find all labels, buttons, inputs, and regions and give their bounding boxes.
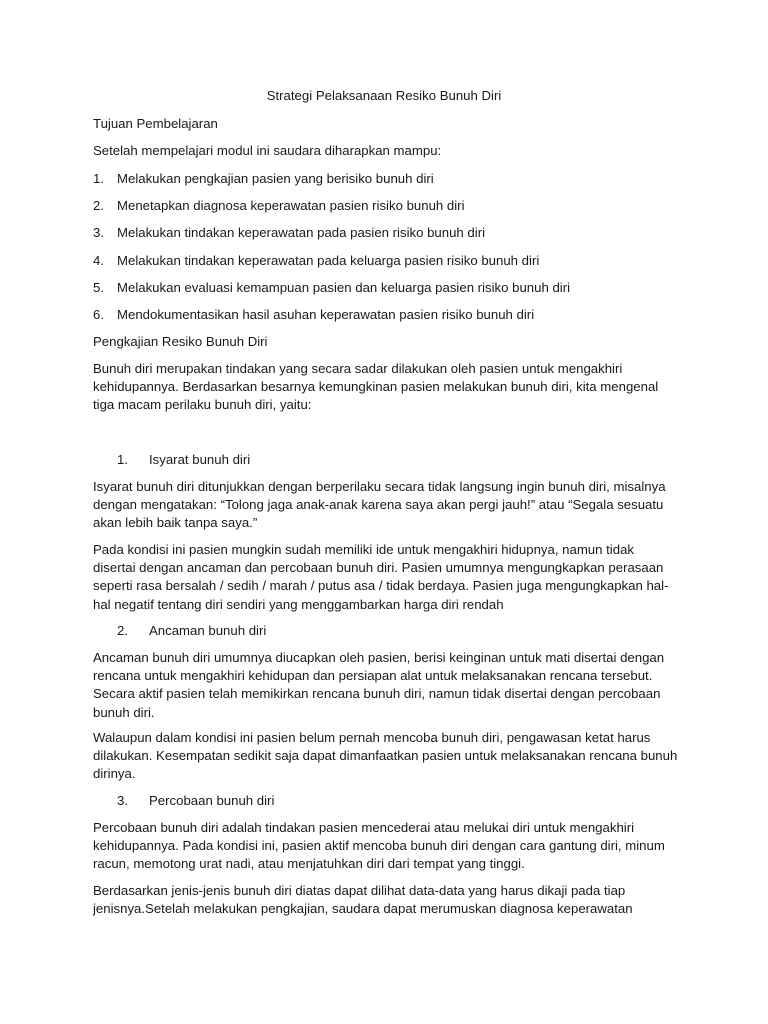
subheading-percobaan: 3. Percobaan bunuh diri (117, 793, 275, 808)
paragraph-percobaan: Percobaan bunuh diri adalah tindakan pasien mencederai atau melukai diri untuk mengakhiri kehidupannya. Pada kondisi ini, pasien aktif mencoba bunuh diri dengan cara gantung diri, minum racun, memotong urat nadi, atau menjatuhkan diri dari tempat yang tinggi. (93, 820, 665, 872)
document-title: Strategi Pelaksanaan Resiko Bunuh Diri (266, 88, 502, 103)
paragraph-walaupun: Walaupun dalam kondisi ini pasien belum pernah mencoba bunuh diri, pengawasan ketat harus dilakukan. Kesempatan sedikit saja dapat dimanfaatkan pasien untuk melaksanakan rencana bunuh dirinya. (93, 730, 678, 782)
paragraph-kondisi: Pada kondisi ini pasien mungkin sudah memiliki ide untuk mengakhiri hidupnya, namun tidak disertai dengan ancaman dan percobaan bunuh diri. Pasien umumnya mengungkapkan perasaan seperti rasa bersalah / sedih / marah / putus asa / tidak berdaya. Pasien juga mengungkapkan hal- hal negatif tentang diri sendiri yang menggambarkan harga diri rendah (93, 542, 669, 612)
paragraph-definisi: Bunuh diri merupakan tindakan yang secara sadar dilakukan oleh pasien untuk mengakhiri kehidupannya. Berdasarkan besarnya kemungkinan pasien melakukan bunuh diri, kita mengenal tiga macam perilaku bunuh diri, yaitu: (93, 361, 659, 413)
paragraph-isyarat: Isyarat bunuh diri ditunjukkan dengan berperilaku secara tidak langsung ingin bunuh diri, misalnya dengan mengatakan: “Tolong jaga anak-anak karena saya akan pergi jauh!” atau “Segala sesuatu akan lebih baik tanpa saya.” (93, 479, 666, 531)
objective-item: 4. Melakukan tindakan keperawatan pada keluarga pasien risiko bunuh diri (93, 253, 540, 268)
subheading-isyarat: 1. Isyarat bunuh diri (117, 452, 251, 467)
intro-text: Setelah mempelajari modul ini saudara diharapkan mampu: (93, 143, 442, 158)
objective-item: 6. Mendokumentasikan hasil asuhan keperawatan pasien risiko bunuh diri (93, 307, 535, 322)
heading-tujuan: Tujuan Pembelajaran (93, 116, 218, 131)
objective-item: 3. Melakukan tindakan keperawatan pada pasien risiko bunuh diri (93, 225, 486, 240)
paragraph-ancaman: Ancaman bunuh diri umumnya diucapkan oleh pasien, berisi keinginan untuk mati disertai dengan rencana untuk mengakhiri kehidupan dan persiapan alat untuk melaksanakan rencana tersebut. Secara aktif pasien telah memikirkan rencana bunuh diri, namun tidak disertai dengan percobaan bunuh diri. (93, 650, 665, 720)
heading-pengkajian: Pengkajian Resiko Bunuh Diri (93, 334, 268, 349)
objective-item: 2. Menetapkan diagnosa keperawatan pasien risiko bunuh diri (93, 198, 465, 213)
paragraph-berdasarkan: Berdasarkan jenis-jenis bunuh diri diatas dapat dilihat data-data yang harus dikaji pada tiap jenisnya.Setelah melakukan pengkajian, saudara dapat merumuskan diagnosa keperawatan (93, 883, 633, 917)
subheading-ancaman: 2. Ancaman bunuh diri (117, 623, 267, 638)
objective-item: 5. Melakukan evaluasi kemampuan pasien dan keluarga pasien risiko bunuh diri (93, 280, 571, 295)
objective-item: 1. Melakukan pengkajian pasien yang berisiko bunuh diri (93, 171, 434, 186)
